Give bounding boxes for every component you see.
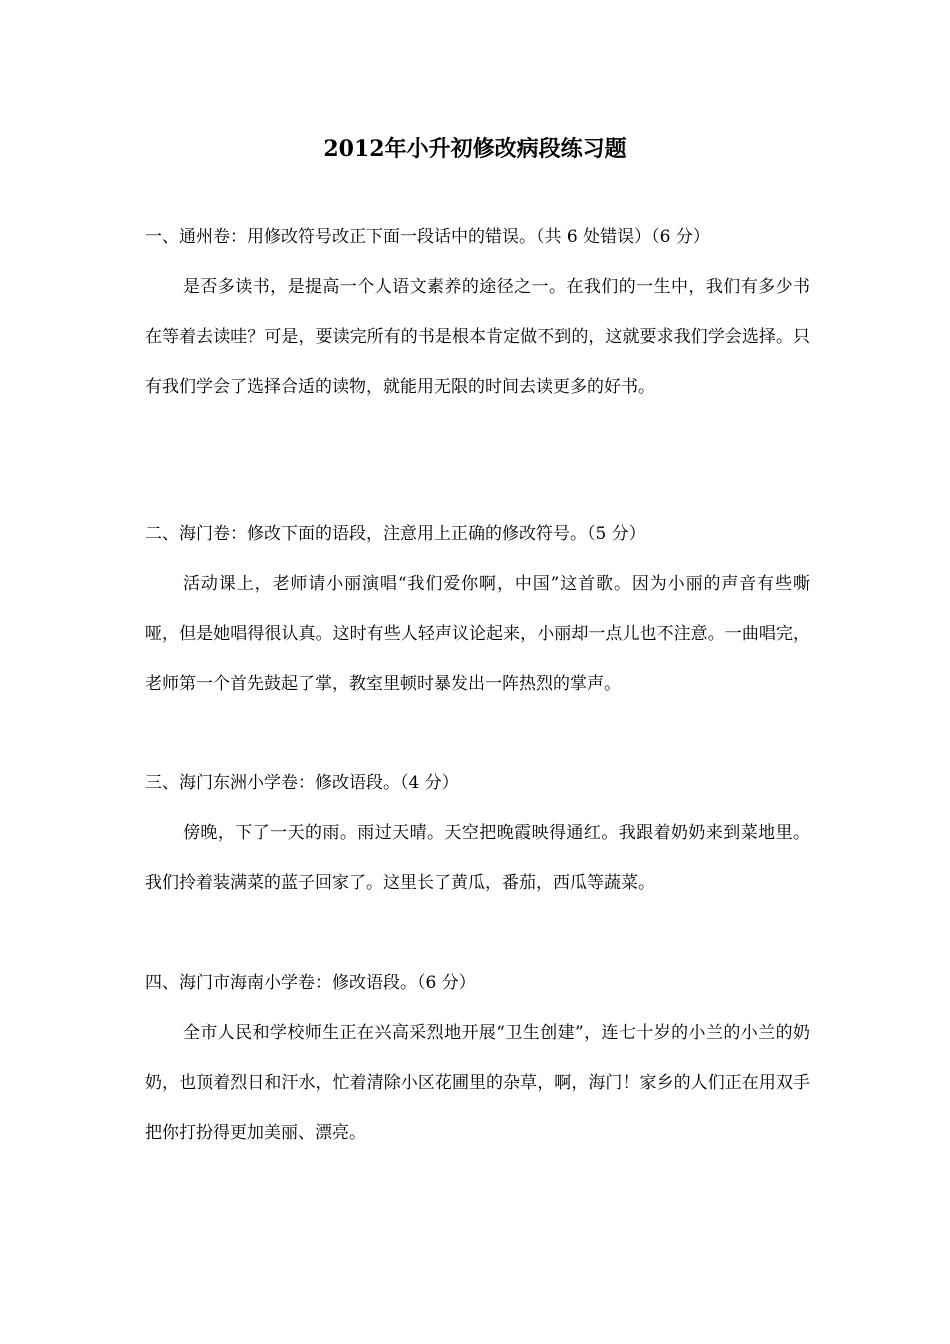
exercise-section-4 — [145, 958, 810, 1158]
exercise-section-3 — [145, 758, 810, 908]
section-paragraph: 全市人民和学校师生正在兴高采烈地开展“卫生创建”，连七十岁的小兰的小兰的奶奶，也顶着烈日和汗水，忙着清除小区花圃里的杂草，啊，海门！家乡的人们正在用双手把你打扮得更加美丽、漂亮。 — [145, 1023, 810, 1143]
section-heading: 三、海门东洲小学卷：修改语段。（4 分） — [145, 773, 459, 793]
exercise-section-1 — [145, 212, 810, 412]
exercise-section-2 — [145, 509, 810, 709]
section-paragraph: 是否多读书，是提高一个人语文素养的途径之一。在我们的一生中，我们有多少书在等着去读哇？可是，要读完所有的书是根本肯定做不到的，这就要求我们学会选择。只有我们学会了选择合适的读物，就能用无限的时间去读更多的好书。 — [145, 277, 810, 397]
section-heading: 二、海门卷：修改下面的语段，注意用上正确的修改符号。（5 分） — [145, 524, 646, 544]
page-title: 2012年小升初修改病段练习题 — [323, 136, 627, 162]
section-paragraph: 活动课上，老师请小丽演唱“我们爱你啊，中国”这首歌。因为小丽的声音有些嘶哑，但是她唱得很认真。这时有些人轻声议论起来，小丽却一点儿也不注意。一曲唱完，老师第一个首先鼓起了掌，教室里顿时暴发出一阵热烈的掌声。 — [145, 574, 810, 694]
section-heading: 四、海门市海南小学卷：修改语段。（6 分） — [145, 973, 476, 993]
section-heading: 一、通州卷：用修改符号改正下面一段话中的错误。（共 6 处错误）（6 分） — [145, 227, 710, 247]
section-paragraph: 傍晚，下了一天的雨。雨过天晴。天空把晚霞映得通红。我跟着奶奶来到菜地里。我们拎着装满菜的蓝子回家了。这里长了黄瓜，番茄，西瓜等蔬菜。 — [145, 823, 810, 893]
